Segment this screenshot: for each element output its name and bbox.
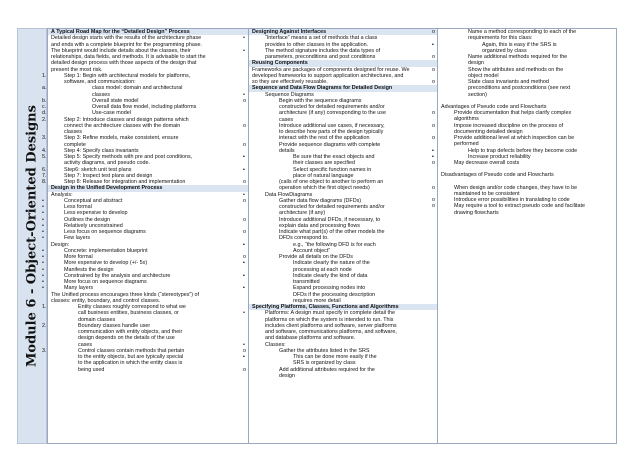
design-item-line: Manifests the design xyxy=(64,266,114,273)
bullet-marker: o xyxy=(432,160,435,166)
text-line: The Unified process encourages three kinds (“stereotypes”) of xyxy=(51,291,200,298)
bullet-marker: o xyxy=(243,141,246,148)
bullet-marker: 4. xyxy=(42,147,47,154)
bullet-marker: ▪ xyxy=(243,260,245,267)
advantage-item-line: documenting detailed design xyxy=(454,128,523,135)
bullet-marker: o xyxy=(432,135,435,141)
design-item xyxy=(42,285,248,292)
bullet-marker: o xyxy=(243,122,246,129)
bullet-marker: 5. xyxy=(42,154,47,160)
platforms-item xyxy=(243,310,437,342)
analysis-item-line: Less formal xyxy=(64,204,92,210)
advantage-item-line: Impose increased discipline on the process of xyxy=(454,122,564,129)
dataflow-item-line: processing at each node xyxy=(293,266,352,273)
module-title: Module 6 - Object-Oriented Designs xyxy=(24,105,40,367)
bullet-marker: • xyxy=(42,197,44,204)
classes-label-line: Classes: xyxy=(265,341,286,348)
bullet-marker: 8. xyxy=(42,179,47,185)
bullet-marker: ▪ xyxy=(243,166,245,173)
road-map-text xyxy=(48,35,248,73)
analysis-item-line: Relatively unconstrained xyxy=(64,222,123,229)
analysis-item-line: Few layers xyxy=(64,235,91,242)
stereotype-item-line: call business entities, business classes, or xyxy=(78,310,179,317)
analysis-item-line: Less expensive to develop xyxy=(64,210,128,217)
design-item-line: More formal xyxy=(64,254,93,260)
dataflow-item-line: Indicate clearly the nature of the xyxy=(293,260,370,267)
advantage-item xyxy=(432,110,616,123)
bullet-marker: ▪ xyxy=(243,241,245,248)
method-item-line: Name additional methods required for the xyxy=(468,54,568,60)
dataflow-item-line: Indicate what part(s) of the other models the xyxy=(279,229,385,235)
analysis-item-line: Outlines the design xyxy=(64,216,111,223)
bullet-marker: • xyxy=(243,91,245,98)
bullet-marker: • xyxy=(42,260,44,267)
dataflow-item-line: DFDs correspond to. xyxy=(279,235,329,242)
bullet-marker: • xyxy=(42,266,44,273)
sequence-item-line: place of natural language xyxy=(293,172,354,179)
bullet-marker: o xyxy=(243,216,246,223)
dataflow-item-line: e.g., “the following DFD is for each xyxy=(293,241,376,248)
disadvantage-item-line: May require a tool to extract pseudo code and facilitate xyxy=(454,203,585,210)
stereotypes-text xyxy=(48,292,248,305)
bullet-marker: o xyxy=(243,197,246,204)
text-line: Detailed design starts with the results of the architecture phase xyxy=(51,35,202,42)
sequence-item-line: interact with the rest of the application xyxy=(279,135,370,142)
sequence-item xyxy=(243,122,437,142)
bullet-marker: b. xyxy=(42,97,47,104)
bullet-marker: • xyxy=(42,272,44,279)
text-line: The blueprint would include details about the classes, their xyxy=(51,47,191,54)
road-map-step xyxy=(42,154,248,167)
design-label: Design: xyxy=(51,241,70,248)
dataflow-item-line: transmitted xyxy=(293,279,320,285)
dataflow-item xyxy=(243,241,437,255)
road-map-step-line: Step 8: Release for integration and implementation xyxy=(64,179,186,185)
road-map-substep-line: Overall state model xyxy=(92,97,139,104)
dataflow-item xyxy=(243,197,437,217)
bullet-marker: o xyxy=(243,179,246,185)
disadvantage-item xyxy=(432,203,616,216)
stereotype-item xyxy=(42,347,248,373)
stereotype-item xyxy=(42,322,248,348)
bullet-marker: • xyxy=(42,285,44,292)
bullet-marker: • xyxy=(42,222,44,229)
bullet-marker: d. xyxy=(42,110,47,117)
platforms-item-line: Platforms: A design must specify in complete detail the xyxy=(265,310,396,317)
dataflow-item-line: DFDs if the processing description xyxy=(293,291,376,298)
method-item-line: preconditions and postconditions (see next xyxy=(468,85,571,92)
bullet-marker: ▪ xyxy=(432,147,434,154)
advantage-item xyxy=(432,135,616,148)
text-line: so they are effectively reusable. xyxy=(252,79,328,85)
sequence-item-line: (calls of one object to another to perform an xyxy=(279,179,384,185)
road-map-step xyxy=(42,135,248,148)
sequence-item-line: to describe how parts of the design typically xyxy=(279,129,384,135)
sequence-item-line: constructed for detailed requirements and/or xyxy=(279,104,385,110)
dataflow-item-line: Indicate clearly the kind of data xyxy=(293,272,368,279)
bullet-marker: o xyxy=(243,229,246,235)
road-map-step-line: software, and communication: xyxy=(64,79,136,85)
road-map-step xyxy=(42,179,248,185)
road-map-step-line: Step 5: Specify methods with pre and post conditions, xyxy=(64,154,193,160)
sequence-diagrams-label-line: Sequence Diagrams xyxy=(265,91,314,98)
bullet-marker: o xyxy=(243,254,246,260)
advantage-item xyxy=(432,160,616,166)
road-map-substep-line: class model: domain and architectural xyxy=(92,85,183,92)
road-map-substep xyxy=(42,85,248,98)
dataflow-item-line: explain data and processing flows xyxy=(279,222,360,229)
bullet-marker: • xyxy=(243,341,245,348)
bullet-marker: ▪ xyxy=(243,154,245,160)
column-right xyxy=(432,28,617,444)
advantage-item xyxy=(432,122,616,136)
bullet-marker: o xyxy=(432,79,435,85)
sequence-item-line: Begin with the sequence diagrams xyxy=(279,97,362,104)
road-map-step-line: Step 3: Refine models, make consistent, ensure xyxy=(64,135,179,142)
stereotype-item-line: communication with entity objects, and their xyxy=(78,329,183,335)
road-map-step-line: Step 2: Introduce classes and design patterns which xyxy=(64,116,189,123)
advantage-item-line: performed xyxy=(454,141,479,148)
disadvantage-item-line: Introduce error possibilities in translating to code xyxy=(454,197,570,203)
dataflow-item xyxy=(243,285,437,304)
bullet-marker: • xyxy=(42,229,44,235)
classes-item-line: design xyxy=(279,372,295,379)
dataflow-item-line: Introduce additional DFDs, if necessary, to xyxy=(279,216,381,223)
disadvantage-item-line: maintained to be consistent xyxy=(454,190,520,197)
classes-item xyxy=(243,354,437,367)
platforms-item-line: platforms on which the system is intended to run. This xyxy=(265,316,394,323)
bullet-marker: a. xyxy=(42,85,47,92)
road-map-substep-line: Overall data flow model, including platforms xyxy=(92,104,197,110)
road-map-step-line: Step6: sketch unit test plans xyxy=(64,166,132,173)
method-item-line: State class invariants and method xyxy=(468,79,549,85)
classes-item-line: Add additional attributes required for the xyxy=(279,366,375,373)
stereotype-item-line: Entity classes roughly correspond to what we xyxy=(78,304,186,310)
dataflow-item xyxy=(243,260,437,273)
design-item-line: Concrete: implementation blueprint xyxy=(64,247,148,254)
bullet-marker: o xyxy=(432,29,435,35)
road-map-substep-line: classes xyxy=(92,91,110,98)
sequence-item-line: Select specific function names in xyxy=(293,166,372,173)
dataflow-item xyxy=(243,229,437,242)
bullet-marker: o xyxy=(432,197,435,203)
bullet-marker: 6. xyxy=(42,166,47,173)
bullet-marker: • xyxy=(42,279,44,285)
road-map-step-line: Step 1: Begin with architectural models for platforms, xyxy=(64,72,191,79)
bullet-marker: • xyxy=(243,35,245,42)
road-map-step-line: Step 4: Specify class invariants xyxy=(64,147,139,154)
stereotype-item-line: domain classes xyxy=(78,316,116,323)
advantage-item-line: algorithms xyxy=(454,116,479,123)
road-map-step xyxy=(42,116,248,136)
interfaces-title: Designing Against Interfaces xyxy=(249,29,437,35)
classes-item-line: This can be done more easily if the xyxy=(293,354,377,360)
bullet-marker: 3. xyxy=(42,347,47,354)
bullet-marker: o xyxy=(432,54,435,60)
text-line: and ends with a complete blueprint for the programming phase. xyxy=(51,41,203,48)
sequence-item-line: cases xyxy=(279,116,294,123)
interfaces-item-line: provides to other classes in the application. xyxy=(265,41,369,48)
stereotype-item xyxy=(42,304,248,323)
dataflow-item-line: Provide all details on the DFDs xyxy=(279,254,354,260)
bullet-marker: o xyxy=(432,184,435,191)
bullet-marker: • xyxy=(42,210,44,217)
road-map-step-line: classes xyxy=(64,129,82,135)
dataflow-item xyxy=(243,216,437,230)
stereotype-item-line: design depends on the details of the use xyxy=(78,335,175,342)
text-line: relationships, data fields, and methods. It is advisable to start the xyxy=(51,54,206,60)
sequence-item xyxy=(243,179,437,192)
disadvantage-item xyxy=(432,184,616,198)
sequence-item-line: their classes are specified xyxy=(293,160,356,167)
road-map-step-line: Step 7: Inspect test plans and design xyxy=(64,172,153,179)
text-line: detailed design process with those aspects of the design that xyxy=(51,60,197,67)
unified-process-title: Design in the Unified Development Process xyxy=(48,185,248,191)
bullet-marker: o xyxy=(432,110,435,116)
interfaces-item-line: “Interface” means a set of methods that a class xyxy=(265,35,378,42)
bullet-marker: • xyxy=(243,310,245,317)
classes-item-line: Gather the attributes listed in the SRS xyxy=(279,347,370,354)
reusing-title: Reusing Components xyxy=(249,60,437,66)
stereotype-item-line: Boundary classes handle user xyxy=(78,322,151,329)
platforms-title: Specifying Platforms, Classes, Functions and Algorithms xyxy=(249,304,437,310)
bullet-marker: 3. xyxy=(42,135,47,142)
bullet-marker: 1. xyxy=(42,304,47,310)
sequence-item xyxy=(243,97,437,123)
advantage-item-line: Provide documentation that helps clarify complex xyxy=(454,110,572,116)
dataflow-item-line: constructed for detailed requirements and/or xyxy=(279,204,385,210)
bullet-marker: o xyxy=(243,366,246,373)
method-item xyxy=(432,29,616,42)
sequence-item-line: details xyxy=(279,147,295,154)
stereotype-item-line: to the application in which the entity class is xyxy=(78,360,183,367)
advantage-item-line: May decrease overall costs xyxy=(454,160,520,166)
bullet-marker: 7. xyxy=(42,172,47,179)
bullet-marker: • xyxy=(42,247,44,254)
platforms-item-line: and database platforms and software. xyxy=(265,335,356,342)
sequence-item xyxy=(243,141,437,155)
text-line: present the most risk. xyxy=(51,66,103,73)
road-map-step-line: activity diagrams, and pseudo code. xyxy=(64,160,151,167)
stereotype-item-line: being used xyxy=(78,366,105,373)
road-map-substep-line: Use-case model xyxy=(92,110,131,117)
sequence-item-line: Introduce additional use cases, if necessary, xyxy=(279,122,385,129)
road-map-step-line: connect the architecture classes with the domain xyxy=(64,122,181,129)
advantage-item-line: Increase product reliability xyxy=(468,153,531,160)
road-map-title: A Typical Road Map for the “Detailed Design” Process xyxy=(48,29,248,35)
analysis-item-line: Less focus on sequence diagrams xyxy=(64,229,146,235)
disadvantages-label: Disadvantages of Pseudo code and Flowcharts xyxy=(441,172,554,179)
design-item-line: More focus on sequence diagrams xyxy=(64,279,147,285)
method-item-line: section) xyxy=(468,91,487,98)
method-item xyxy=(432,66,616,80)
method-item-line: requirements for this class: xyxy=(468,35,533,42)
advantage-item-line: Provide additional level at which inspection can be xyxy=(454,135,575,141)
text-line: developed frameworks to support application architectures, and xyxy=(252,72,404,79)
method-item xyxy=(432,79,616,98)
bullet-marker: • xyxy=(42,216,44,223)
method-item-line: design xyxy=(468,60,484,67)
disadvantage-item-line: When design and/or code changes, they have to be xyxy=(454,184,578,191)
disadvantage-item-line: drawing flowcharts xyxy=(454,209,499,216)
dataflow-item xyxy=(243,272,437,286)
bullet-marker: o xyxy=(243,97,246,104)
platforms-item-line: includes client platforms and software, server platforms xyxy=(265,322,397,329)
column-left xyxy=(42,28,248,444)
interfaces-item xyxy=(243,35,437,48)
sequence-dataflow-title: Sequence and Data Flow Diagrams for Detailed Design xyxy=(249,85,437,91)
method-item-line: organized by class xyxy=(482,47,527,54)
bullet-marker: c. xyxy=(42,104,47,110)
text-line: classes: entity, boundary, and control classes. xyxy=(51,297,161,304)
road-map-step-line: complete xyxy=(64,141,86,148)
analysis-label: Analysis: xyxy=(51,191,73,198)
interfaces-item xyxy=(243,47,437,61)
bullet-marker: • xyxy=(42,254,44,260)
bullet-marker: 2. xyxy=(42,116,47,123)
method-item xyxy=(432,41,616,55)
design-item-line: Many layers xyxy=(64,285,94,292)
bullet-marker: • xyxy=(42,235,44,242)
bullet-marker: ▪ xyxy=(243,272,245,279)
dataflow-item-line: architecture (if any) xyxy=(279,210,326,217)
bullet-marker: 2. xyxy=(42,322,47,329)
method-item-line: Name a method corresponding to each of the xyxy=(468,29,577,35)
stereotype-item-line: cases xyxy=(78,341,93,348)
interfaces-item-line: parameters, preconditions and post conditions xyxy=(265,54,376,60)
text-line: Frameworks are packages of components designed for reuse. We xyxy=(252,66,410,73)
bullet-marker: o xyxy=(432,122,435,129)
method-item-line: object model xyxy=(468,72,499,79)
advantages-label: Advantages of Pseudo code and Flowcharts xyxy=(441,103,547,110)
interfaces-item-line: The method signature includes the data types of xyxy=(265,47,381,54)
bullet-marker: ▪ xyxy=(243,285,245,292)
stereotype-item-line: to the entity objects, but are typically special xyxy=(78,354,184,360)
analysis-item xyxy=(42,235,248,242)
sequence-item xyxy=(243,154,437,167)
classes-item xyxy=(243,366,437,380)
bullet-marker: 1. xyxy=(42,72,47,79)
design-item-line: More expensive to develop (+/- 5x) xyxy=(64,260,148,267)
bullet-marker: • xyxy=(243,47,245,54)
method-item-line: Again, this is easy if the SRS is xyxy=(482,41,557,48)
sequence-item xyxy=(243,166,437,180)
bullet-marker: o xyxy=(243,347,246,354)
bullet-marker: • xyxy=(243,191,245,198)
bullet-marker: ▪ xyxy=(243,354,245,360)
dataflow-item-line: Gather data flow diagrams (DFDs) xyxy=(279,197,362,204)
sequence-item-line: operation which the first object needs) xyxy=(279,185,370,192)
platforms-item-line: and software, communications platforms, and software, xyxy=(265,329,397,335)
method-item xyxy=(432,54,616,67)
analysis-item-line: Conceptual and abstract xyxy=(64,197,123,204)
advantage-item-line: Help to trap defects before they become code xyxy=(468,147,578,154)
column-middle xyxy=(243,28,437,444)
dataflow-item-line: requires more detail xyxy=(293,297,341,304)
stereotype-item-line: Control classes contain methods that pertain xyxy=(78,347,185,354)
bullet-marker: ▪ xyxy=(432,153,434,160)
method-item-line: Show the attributes and methods on the xyxy=(468,66,564,73)
sequence-item-line: architecture (if any) corresponding to the use xyxy=(279,110,386,117)
dataflow-diagrams-label-line: Data FlowDiagrams xyxy=(265,191,313,198)
bullet-marker: o xyxy=(432,66,435,73)
dataflow-item-line: Expand processing nodes into xyxy=(293,285,366,292)
dataflow-item-line: Account object” xyxy=(293,247,331,254)
bullet-marker: o xyxy=(432,203,435,210)
bullet-marker: ▪ xyxy=(432,41,434,48)
design-item-line: Constrained by the analysis and architecture xyxy=(64,272,171,279)
reusing-text xyxy=(249,67,437,86)
sequence-item-line: Provide sequence diagrams with complete xyxy=(279,141,381,148)
bullet-marker: • xyxy=(42,204,44,210)
sequence-item-line: Be sure that the exact objects and xyxy=(293,154,375,160)
road-map-step xyxy=(42,72,248,86)
classes-item-line: SRS is organized by class xyxy=(293,360,356,367)
